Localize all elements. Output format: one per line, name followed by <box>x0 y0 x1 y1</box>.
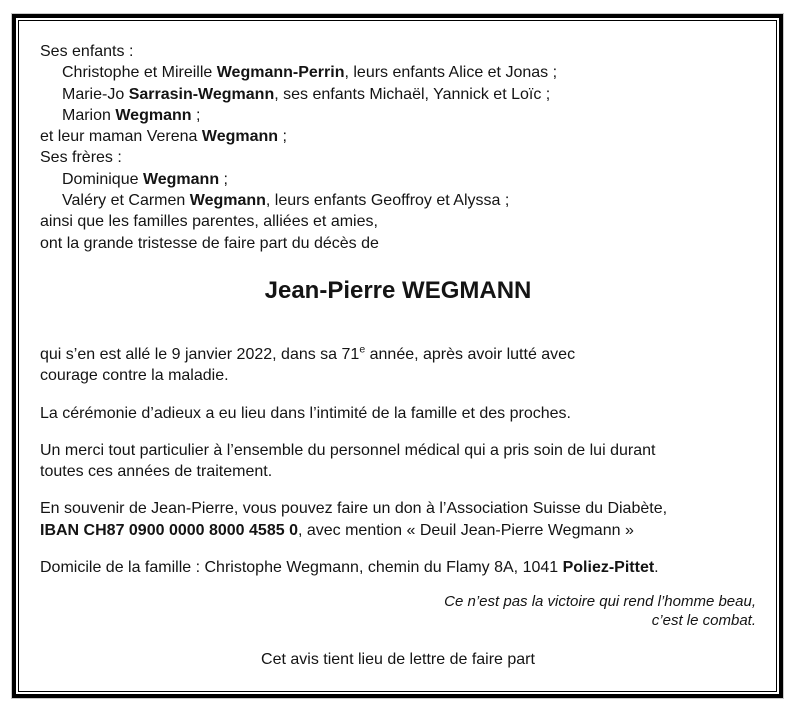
paragraph-line: qui s’en est allé le 9 janvier 2022, dans sa 71e année, après avoir lutté avec <box>40 343 576 363</box>
memorial-quote-line: Ce n’est pas la victoire qui rend l’homme beau, <box>444 593 756 611</box>
paragraph <box>40 344 756 387</box>
body-paragraphs <box>40 344 756 578</box>
memorial-quote-line: c’est le combat. <box>651 612 756 630</box>
family-line: ont la grande tristesse de faire part du décès de <box>40 234 379 252</box>
family-line: Christophe et Mireille Wegmann-Perrin, leurs enfants Alice et Jonas ; <box>62 64 558 82</box>
family-line: Ses enfants : <box>40 43 134 60</box>
obituary-notice-frame <box>12 14 783 698</box>
family-line: Marie-Jo Sarrasin-Wegmann, ses enfants Michaël, Yannick et Loïc ; <box>62 85 551 103</box>
family-lines <box>40 41 756 254</box>
obituary-notice-inner-border <box>18 20 777 692</box>
paragraph-line: En souvenir de Jean-Pierre, vous pouvez faire un don à l’Association Suisse du Diabète, <box>40 500 668 518</box>
family-line: ainsi que les familles parentes, alliées et amies, <box>40 213 378 231</box>
paragraph-line: IBAN CH87 0900 0000 8000 4585 0, avec mention « Deuil Jean-Pierre Wegmann » <box>40 521 634 539</box>
memorial-quote <box>40 592 756 630</box>
paragraph-line: Un merci tout particulier à l’ensemble du personnel médical qui a pris soin de lui durant <box>40 441 656 459</box>
family-line: Dominique Wegmann ; <box>62 170 228 188</box>
paragraph <box>40 557 756 578</box>
paragraph-line: Domicile de la famille : Christophe Wegmann, chemin du Flamy 8A, 1041 Poliez-Pittet. <box>40 559 659 577</box>
family-line: Marion Wegmann ; <box>62 106 201 124</box>
paragraph-line: La cérémonie d’adieux a eu lieu dans l’intimité de la famille et des proches. <box>40 404 571 422</box>
family-line: Ses frères : <box>40 149 122 167</box>
paragraph-line: toutes ces années de traitement. <box>40 463 273 481</box>
paragraph <box>40 440 756 483</box>
footer-note: Cet avis tient lieu de lettre de faire part <box>261 651 535 669</box>
deceased-name-title: Jean-Pierre WEGMANN <box>264 276 532 304</box>
paragraph-line: courage contre la maladie. <box>40 367 229 385</box>
paragraph <box>40 403 756 424</box>
family-line: Valéry et Carmen Wegmann, leurs enfants Geoffroy et Alyssa ; <box>62 192 510 210</box>
paragraph <box>40 498 756 541</box>
family-line: et leur maman Verena Wegmann ; <box>40 128 287 146</box>
